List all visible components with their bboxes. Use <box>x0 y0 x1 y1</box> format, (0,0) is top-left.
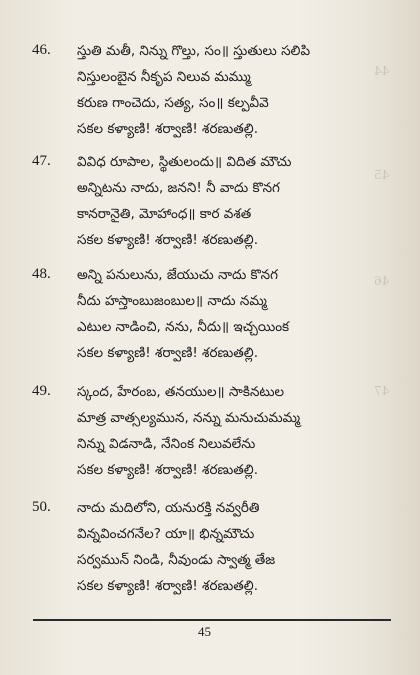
verse-line: నిన్ను విడనాడి, నేనింక నిలువలేను <box>77 436 256 452</box>
verse-line: సకల కళ్యాణి! శర్వాణి! శరణుతల్లి. <box>77 345 258 361</box>
verse-line: అన్నిటను నాదు, జనని! నీ వాదు కొనగ <box>77 180 280 196</box>
verse-line: సకల కళ్యాణి! శర్వాణి! శరణుతల్లి. <box>77 578 258 594</box>
verse-number: 50. <box>32 499 51 515</box>
bleed-number: 47 <box>374 384 390 398</box>
verse-46 <box>0 42 420 152</box>
verse-line: అన్ని పనులును, జేయుచు నాదు కొనగ <box>77 267 278 283</box>
verse-line: సకల కళ్యాణి! శర్వాణి! శరణుతల్లి. <box>77 232 258 248</box>
verse-line: ఎటుల నాడించి, నను, నీదు॥ ఇచ్చయింక <box>77 319 290 335</box>
verse-line: విన్నవించగనేల? యా॥ భిన్నమౌచు <box>77 526 255 542</box>
verse-number: 49. <box>32 383 51 399</box>
verse-line: నీదు హస్తాంబుజంబుల॥ నాదు నమ్మ <box>77 293 267 309</box>
verse-line: వివిధ రూపాల, స్థితులందు॥ విదిత మౌచు <box>77 154 292 170</box>
bleed-number: 44 <box>374 64 390 78</box>
verse-48 <box>0 266 420 376</box>
verse-line: సకల కళ్యాణి! శర్వాణి! శరణుతల్లి. <box>77 462 258 478</box>
verse-line: కానరానైతి, మోహాంధ॥ కార వశత <box>77 206 252 222</box>
verse-line: స్కంద, హేరంబ, తనయుల॥ సాకినటుల <box>77 384 285 400</box>
verse-line: మాత్ర వాత్సల్యమున, నన్ను మనుచుమమ్మ <box>77 410 301 426</box>
verse-line: స్తుతి మతీ, నిన్ను గొల్తు, సం॥ స్తుతులు సలిపి <box>77 43 311 59</box>
bleed-number: 46 <box>374 274 390 288</box>
verse-line: సర్వమున్ నిండి, నీవుండు స్వాత్మ తేజ <box>77 552 276 568</box>
verse-50 <box>0 499 420 609</box>
verse-line: సకల కళ్యాణి! శర్వాణి! శరణుతల్లి. <box>77 121 258 137</box>
verse-49 <box>0 383 420 493</box>
verse-line: కరుణ గాంచెదు, సత్య, సం॥ కల్పవీవె <box>77 95 269 111</box>
verse-47 <box>0 153 420 263</box>
verse-number: 46. <box>32 42 51 58</box>
verse-line: నాదు మదిలోని, యనురక్తి నవ్వరీతి <box>77 500 260 516</box>
footer-rule <box>33 619 391 621</box>
page-number: 45 <box>198 624 211 639</box>
verse-line: నిస్తులంబైన నీకృప నిలువ మమ్ము <box>77 69 251 85</box>
verse-number: 48. <box>32 266 51 282</box>
verse-number: 47. <box>32 153 51 169</box>
bleed-number: 45 <box>374 168 390 182</box>
